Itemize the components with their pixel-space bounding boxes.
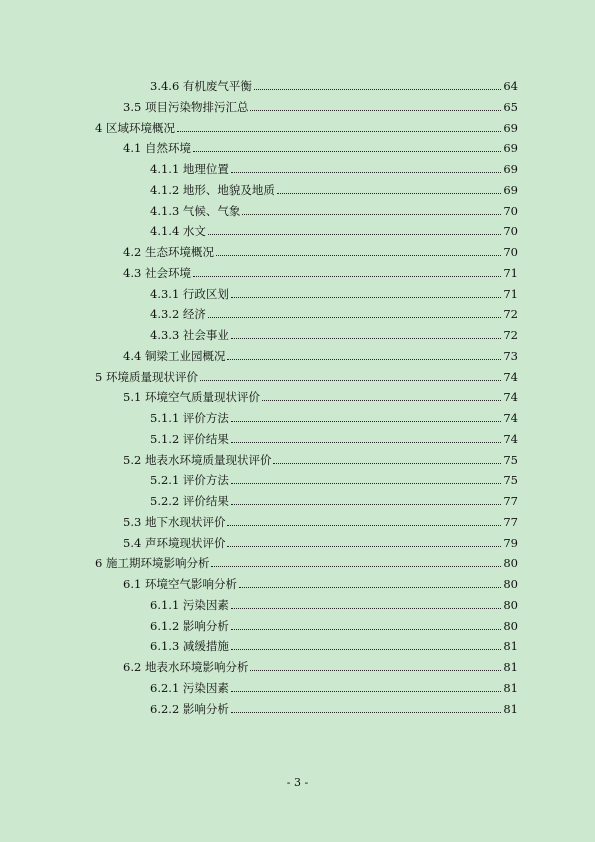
toc-entry[interactable] [150, 488, 518, 508]
toc-entry-title: 4.2 生态环境概况 [123, 245, 214, 259]
toc-entry-page: 81 [503, 680, 518, 695]
toc-entry-page: 80 [503, 618, 518, 633]
toc-entry-page: 74 [503, 431, 518, 446]
dot-leader [227, 359, 501, 360]
toc-entry-page: 77 [503, 494, 518, 508]
toc-entry-page: 72 [503, 328, 518, 342]
toc-entry-title: 5.1.2 评价结果 [150, 431, 229, 446]
toc-entry-page: 73 [503, 348, 518, 363]
toc-entry[interactable] [150, 696, 518, 716]
dot-leader [193, 276, 501, 277]
toc-entry-title: 6.2.2 影响分析 [150, 701, 229, 716]
toc-entry[interactable] [150, 281, 518, 301]
toc-entry[interactable] [150, 73, 518, 93]
toc-entry-page: 70 [503, 245, 518, 259]
toc-entry-title: 3.4.6 有机废气平衡 [150, 79, 252, 93]
toc-entry-title: 6 施工期环境影响分析 [95, 556, 210, 571]
toc-entry[interactable] [150, 467, 518, 487]
toc-entry[interactable] [123, 94, 518, 114]
toc-entry[interactable] [123, 571, 518, 591]
toc-entry-title: 4.3 社会环境 [123, 265, 191, 280]
toc-entry-page: 74 [503, 390, 518, 405]
dot-leader [242, 214, 501, 215]
dot-leader [262, 400, 501, 401]
toc-entry[interactable] [150, 405, 518, 425]
toc-entry-page: 71 [503, 286, 518, 301]
toc-entry-title: 6.2 地表水环境影响分析 [123, 660, 249, 674]
toc-entry-page: 77 [503, 514, 518, 529]
dot-leader [231, 608, 501, 609]
toc-entry[interactable] [150, 218, 518, 238]
toc-entry[interactable] [123, 135, 518, 155]
page-number: - 3 - [286, 776, 309, 789]
dot-leader [231, 691, 501, 692]
toc-entry-page: 81 [503, 701, 518, 716]
toc-entry-page: 80 [503, 597, 518, 612]
dot-leader [231, 297, 501, 298]
toc-entry-page: 80 [503, 577, 518, 591]
dot-leader [208, 317, 501, 318]
dot-leader [227, 546, 501, 547]
toc-entry-page: 75 [503, 452, 518, 467]
toc-entry-page: 74 [503, 369, 518, 384]
dot-leader [208, 234, 501, 235]
dot-leader [277, 193, 501, 194]
toc-entry-title: 4.1 自然环境 [123, 141, 191, 156]
toc-entry[interactable] [123, 260, 518, 280]
toc-entry[interactable] [150, 177, 518, 197]
toc-entry-title: 4.1.1 地理位置 [150, 162, 229, 176]
dot-leader [211, 566, 501, 567]
toc-entry-title: 5.1 环境空气质量现状评价 [123, 390, 260, 405]
toc-entry[interactable] [95, 115, 518, 135]
toc-entry[interactable] [150, 633, 518, 653]
toc-entry-title: 4.4 铜梁工业园概况 [123, 348, 226, 363]
toc-entry-title: 4.1.4 水文 [150, 224, 206, 239]
toc-entry-page: 80 [503, 556, 518, 571]
toc-entry[interactable] [150, 156, 518, 176]
dot-leader [250, 670, 501, 671]
toc-entry[interactable] [123, 447, 518, 467]
dot-leader [200, 380, 501, 381]
dot-leader [250, 110, 501, 111]
toc-entry-title: 6.1 环境空气影响分析 [123, 577, 237, 591]
dot-leader [239, 587, 501, 588]
toc-entry-title: 6.1.3 减缓措施 [150, 639, 229, 654]
dot-leader [231, 712, 501, 713]
toc-entry-title: 5.4 声环境现状评价 [123, 535, 226, 550]
toc-entry-title: 5.2 地表水环境质量现状评价 [123, 452, 272, 467]
toc-entry[interactable] [123, 239, 518, 259]
toc-entry-title: 6.1.2 影响分析 [150, 618, 229, 633]
dot-leader [231, 172, 501, 173]
dot-leader [177, 131, 501, 132]
toc-entry-page: 72 [503, 307, 518, 322]
dot-leader [254, 89, 501, 90]
dot-leader [227, 525, 501, 526]
toc-entry-page: 69 [503, 182, 518, 197]
toc-entry-title: 5.1.1 评价方法 [150, 411, 229, 425]
toc-entry[interactable] [150, 613, 518, 633]
toc-entry-title: 6.2.1 污染因素 [150, 680, 229, 695]
toc-entry[interactable] [150, 592, 518, 612]
toc-entry[interactable] [123, 530, 518, 550]
toc-entry-page: 65 [503, 99, 518, 114]
toc-entry-title: 3.5 项目污染物排污汇总 [123, 99, 249, 114]
toc-entry-title: 6.1.1 污染因素 [150, 597, 229, 612]
dot-leader [231, 483, 501, 484]
toc-entry-page: 71 [503, 265, 518, 280]
toc-entry-page: 69 [503, 162, 518, 176]
toc-entry[interactable] [95, 364, 518, 384]
dot-leader [231, 504, 501, 505]
toc-entry-title: 4.1.2 地形、地貌及地质 [150, 182, 275, 197]
dot-leader [273, 463, 501, 464]
toc-entry-page: 81 [503, 660, 518, 674]
toc-entry-title: 4.3.1 行政区划 [150, 286, 229, 301]
toc-entry-title: 4 区域环境概况 [95, 120, 175, 135]
toc-entry-page: 64 [503, 79, 518, 93]
toc-entry[interactable] [123, 509, 518, 529]
toc-entry[interactable] [95, 550, 518, 570]
toc-entry-title: 5.2.1 评价方法 [150, 473, 229, 488]
dot-leader [216, 255, 501, 256]
toc-entry-page: 74 [503, 411, 518, 425]
toc-entry-page: 70 [503, 203, 518, 218]
dot-leader [231, 421, 501, 422]
toc-entry-page: 69 [503, 120, 518, 135]
toc-entry-page: 79 [503, 535, 518, 550]
toc-entry[interactable] [150, 322, 518, 342]
toc-entry-title: 4.1.3 气候、气象 [150, 203, 241, 218]
toc-entry-page: 70 [503, 224, 518, 239]
dot-leader [231, 338, 501, 339]
toc-entry[interactable] [150, 426, 518, 446]
toc-entry-page: 81 [503, 639, 518, 654]
toc-entry[interactable] [150, 301, 518, 321]
toc-entry[interactable] [150, 675, 518, 695]
dot-leader [231, 649, 501, 650]
toc-entry-title: 4.3.3 社会事业 [150, 328, 229, 342]
dot-leader [193, 151, 501, 152]
toc-entry-title: 5.3 地下水现状评价 [123, 514, 226, 529]
toc-entry[interactable] [150, 198, 518, 218]
toc-entry-page: 69 [503, 141, 518, 156]
toc-entry-title: 4.3.2 经济 [150, 307, 206, 322]
dot-leader [231, 442, 501, 443]
toc-entry-title: 5 环境质量现状评价 [95, 369, 198, 384]
dot-leader [231, 629, 501, 630]
toc-entry[interactable] [123, 343, 518, 363]
toc-entry[interactable] [123, 384, 518, 404]
toc-entry-page: 75 [503, 473, 518, 488]
toc-entry[interactable] [123, 654, 518, 674]
toc-entry-title: 5.2.2 评价结果 [150, 494, 229, 508]
